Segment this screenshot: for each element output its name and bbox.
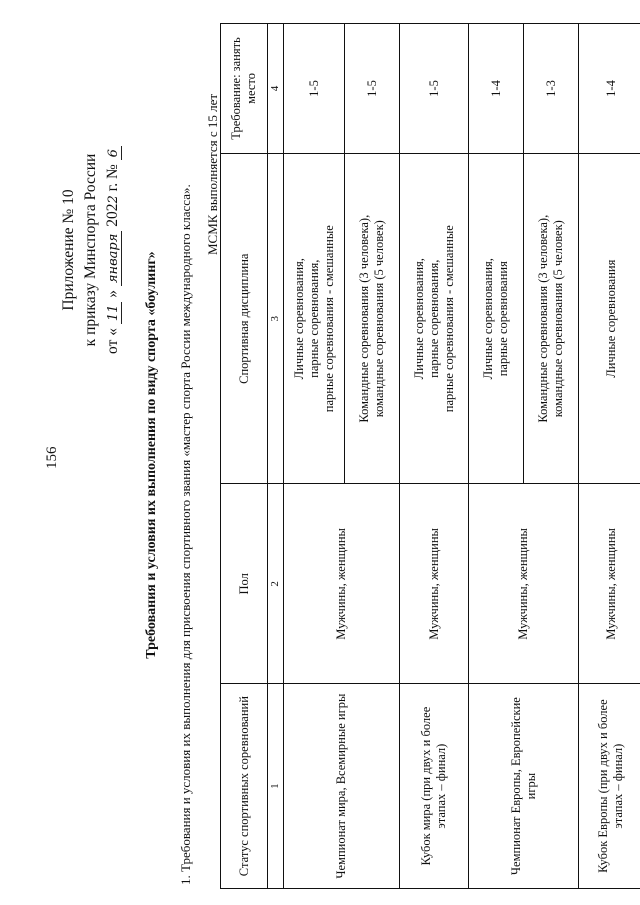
table-row — [400, 24, 469, 889]
discipline-cell — [524, 153, 579, 484]
status-cell: Кубок Европы (при двух и более этапах – финал) — [579, 684, 640, 889]
discipline-line: Личные соревнования, — [291, 258, 306, 380]
appendix-title: Приложение № 10 — [60, 189, 77, 311]
place-cell: 1-5 — [345, 24, 400, 154]
discipline-cell — [345, 153, 400, 484]
discipline-line: командные соревнования (5 человек) — [372, 220, 386, 418]
intro-paragraph: 1. Требования и условия их выполнения для присвоения спортивного звания «мастер спорта России международного класса». — [178, 184, 193, 885]
discipline-line: парные соревнования — [496, 261, 510, 377]
gender-cell: Мужчины, женщины — [400, 484, 469, 684]
discipline-cell — [469, 153, 524, 484]
appendix-block — [58, 135, 125, 365]
date-year-handwritten: 2 — [106, 195, 121, 204]
column-number-row — [268, 24, 284, 889]
discipline-line: Командные соревнования (3 человека), — [357, 214, 371, 423]
status-cell: Чемпионат мира, Всемирные игры — [284, 684, 400, 889]
appendix-order-ref: к приказу Минспорта России — [82, 153, 99, 347]
document-title — [143, 115, 161, 795]
place-cell: 1-5 — [400, 24, 469, 154]
gender-cell: Мужчины, женщины — [469, 484, 579, 684]
appendix-date-line — [102, 135, 125, 365]
date-mid: » — [104, 289, 121, 298]
msmk-age-note: МСМК выполняется с 15 лет — [205, 93, 220, 255]
date-prefix: от « — [104, 328, 121, 354]
page-number: 156 — [44, 446, 60, 469]
discipline-cell — [579, 153, 640, 484]
discipline-line: Личные соревнования — [603, 259, 618, 378]
table-row — [579, 24, 640, 889]
column-number: 4 — [268, 24, 284, 154]
table-header-row — [221, 24, 268, 889]
table-row — [469, 24, 524, 889]
discipline-line: парные соревнования - смешанные — [321, 225, 336, 413]
requirements-table — [220, 23, 640, 889]
date-day-handwritten: 11 — [106, 302, 122, 325]
order-number-handwritten: 6 — [106, 146, 122, 160]
date-year-prefix: 202 — [104, 203, 121, 227]
date-month-handwritten: января — [106, 231, 122, 286]
gender-cell: Мужчины, женщины — [284, 484, 400, 684]
column-number: 1 — [268, 684, 284, 889]
date-suffix: г. № — [104, 164, 121, 192]
discipline-cell — [284, 153, 345, 484]
status-cell: Кубок мира (при двух и более этапах – финал) — [400, 684, 469, 889]
place-cell: 1-4 — [469, 24, 524, 154]
status-cell: Чемпионат Европы, Европейские игры — [469, 684, 579, 889]
column-number: 3 — [268, 153, 284, 484]
header-place: Требование: занять место — [221, 24, 268, 154]
discipline-line: командные соревнования (5 человек) — [551, 220, 565, 418]
discipline-line: парные соревнования - смешанные — [441, 225, 456, 413]
place-cell: 1-4 — [579, 24, 640, 154]
place-cell: 1-3 — [524, 24, 579, 154]
discipline-cell — [400, 153, 469, 484]
discipline-line: парные соревнования, — [306, 259, 321, 378]
header-discipline: Спортивная дисциплина — [221, 153, 268, 484]
column-number: 2 — [268, 484, 284, 684]
title-line-1: Требования и условия их выполнения по виду спорта «боулинг» — [144, 251, 159, 659]
place-cell: 1-5 — [284, 24, 345, 154]
discipline-line: Личные соревнования, — [411, 258, 426, 380]
header-status: Статус спортивных соревнований — [221, 684, 268, 889]
discipline-line: Командные соревнования (3 человека), — [536, 214, 550, 423]
gender-cell: Мужчины, женщины — [579, 484, 640, 684]
discipline-line: Личные соревнования, — [481, 258, 495, 380]
discipline-line: парные соревнования, — [426, 259, 441, 378]
table-row — [284, 24, 345, 889]
header-gender: Пол — [221, 484, 268, 684]
